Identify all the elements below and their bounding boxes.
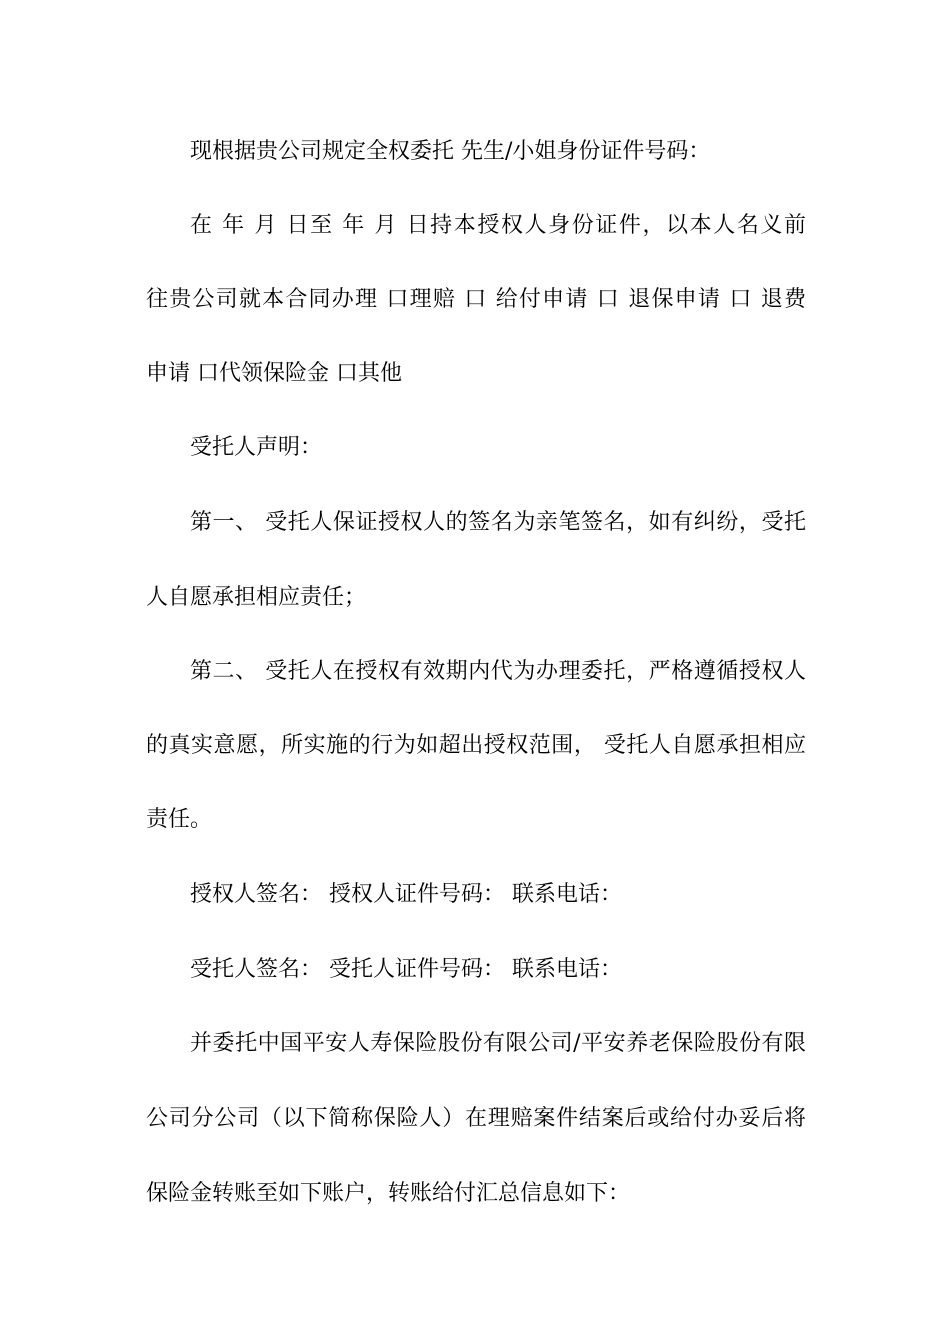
- paragraph-line-clause-1-cont: 人自愿承担相应责任；: [146, 585, 367, 610]
- paragraph-line-clause-1: 第一、 受托人保证授权人的签名为亲笔签名，如有纠纷，受托: [190, 510, 806, 535]
- signature-line-trustee: 受托人签名： 受托人证件号码： 联系电话：: [190, 957, 622, 982]
- paragraph-line-transfer: 并委托中国平安人寿保险股份有限公司/平安养老保险股份有限: [190, 1031, 806, 1056]
- signature-line-grantor: 授权人签名： 授权人证件号码： 联系电话：: [190, 882, 622, 907]
- paragraph-line-clause-2-end: 责任。: [146, 807, 213, 832]
- paragraph-line-period: 在 年 月 日至 年 月 日持本授权人身份证件，以本人名义前: [190, 213, 806, 238]
- paragraph-line-transfer-cont: 公司分公司（以下简称保险人）在理赔案件结案后或给付办妥后将: [146, 1106, 806, 1131]
- paragraph-line-transfer-end: 保险金转账至如下账户，转账给付汇总信息如下：: [146, 1181, 631, 1206]
- section-heading-trustee-statement: 受托人声明：: [190, 435, 323, 460]
- paragraph-line-items-cont: 申请 口代领保险金 口其他: [146, 361, 402, 386]
- paragraph-line-clause-2: 第二、 受托人在授权有效期内代为办理委托，严格遵循授权人: [190, 659, 806, 684]
- paragraph-line-authorization: 现根据贵公司规定全权委托 先生/小姐身份证件号码：: [190, 139, 711, 164]
- paragraph-line-clause-2-cont: 的真实意愿，所实施的行为如超出授权范围， 受托人自愿承担相应: [146, 733, 806, 758]
- paragraph-line-items: 往贵公司就本合同办理 口理赔 口 给付申请 口 退保申请 口 退费: [146, 287, 806, 312]
